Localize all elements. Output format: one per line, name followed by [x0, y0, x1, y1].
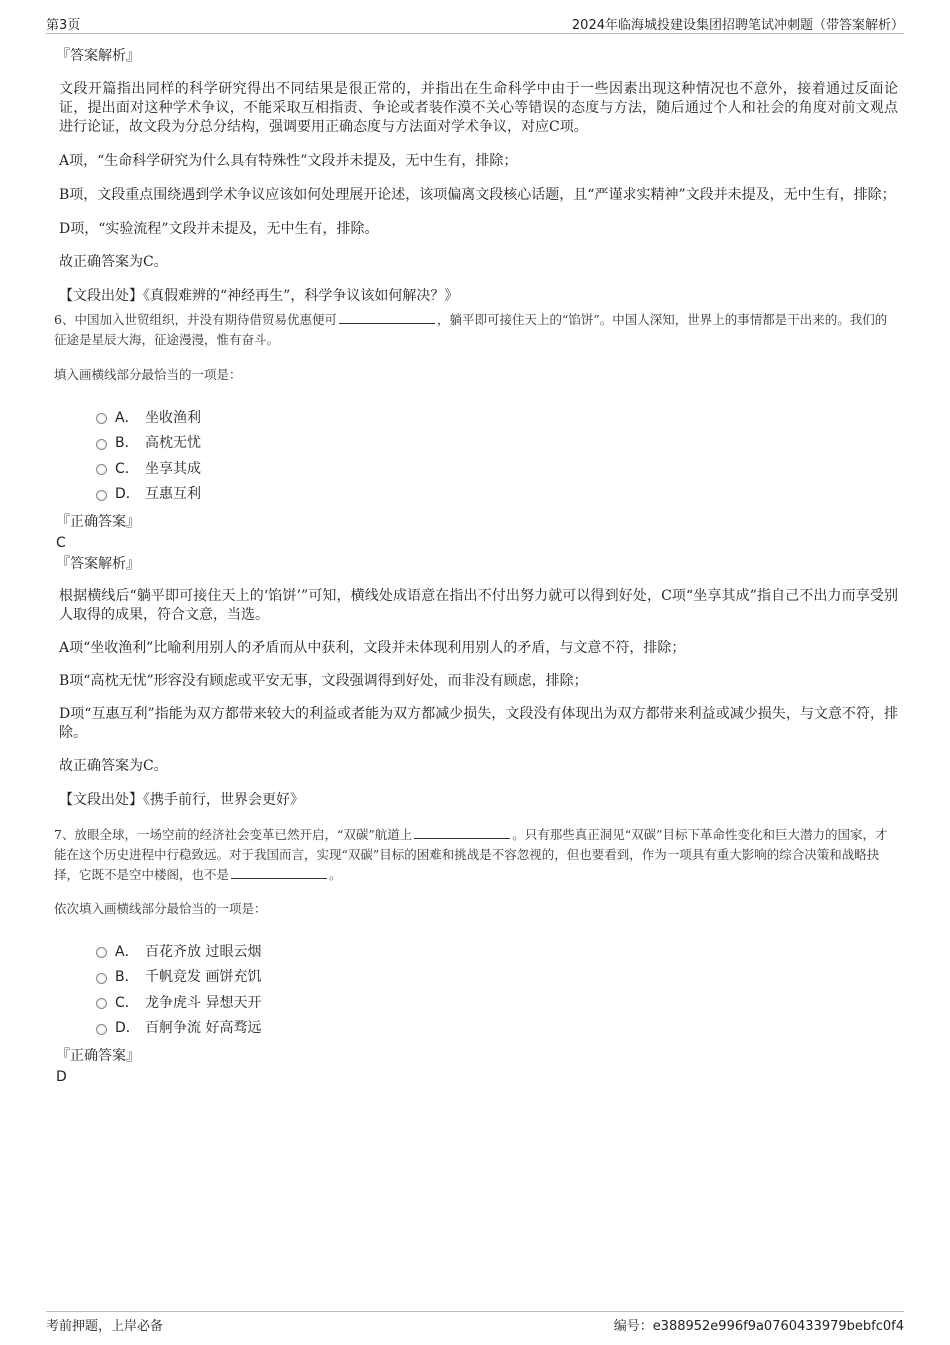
question-6-prompt: 填入画横线部分最恰当的一项是： [54, 367, 242, 382]
question-7-text: 7、放眼全球，一场空前的经济社会变革已然开启，“双碳”航道上 。只有那些真正洞见“双碳”目标下革命性变化和巨大潜力的国家，才能在这个历史进程中行稳致远。对于我国而言，实现“双碳”目标的困难和挑战是不容忽视的，但也要看到，作为一项具有重大影响的综合决策和战略抉择，它既不是空中楼阁，也不是 。 [54, 827, 888, 882]
radio-icon[interactable] [96, 998, 107, 1009]
page-number: 第3页 [46, 18, 81, 33]
correct-answer: C [56, 535, 66, 551]
analysis-label: 『答案解析』 [56, 48, 140, 64]
correct-answer-label: 『正确答案』 [56, 1048, 140, 1064]
radio-icon[interactable] [96, 490, 107, 501]
radio-icon[interactable] [96, 439, 107, 450]
option-b[interactable]: B． 千帆竞发 画饼充饥 [96, 964, 898, 990]
document-id: 编号：e388952e996f9a0760433979bebfc0f4 [613, 1319, 904, 1334]
analysis-label: 『答案解析』 [56, 556, 140, 572]
radio-icon[interactable] [96, 947, 107, 958]
source-citation: 【文段出处】《携手前行，世界会更好》 [59, 792, 304, 808]
option-c[interactable]: C． 坐享其成 [96, 455, 898, 481]
analysis-paragraph: D项“互惠互利”指能为双方都带来较大的利益或者能为双方都减少损失，文段没有体现出为双方都带来利益或减少损失，与文意不符，排除。 [59, 706, 898, 741]
fill-blank [414, 827, 510, 839]
analysis-paragraph: A项，“生命科学研究为什么具有特殊性”文段并未提及，无中生有，排除； [59, 153, 518, 169]
analysis-paragraph: 根据横线后“躺平即可接住天上的‘馅饼’”可知，横线处成语意在指出不付出努力就可以得到好处，C项“坐享其成”指自己不出力而享受别人取得的成果，符合文意，当选。 [59, 588, 898, 623]
radio-icon[interactable] [96, 973, 107, 984]
analysis-paragraph: B项，文段重点围绕遇到学术争议应该如何处理展开论述，该项偏离文段核心话题，且“严谨求实精神”文段并未提及，无中生有，排除； [59, 187, 896, 203]
document-title: 2024年临海城投建设集团招聘笔试冲刺题（带答案解析） [571, 18, 904, 33]
analysis-paragraph: 故正确答案为C。 [59, 254, 168, 270]
option-d[interactable]: D． 百舸争流 好高骛远 [96, 1015, 898, 1041]
page-footer [46, 1311, 904, 1333]
footer-slogan: 考前押题，上岸必备 [46, 1319, 164, 1334]
question-6-text: 6、中国加入世贸组织，并没有期待借贸易优惠便可 ，躺平即可接住天上的“馅饼”。中国人深知，世界上的事情都是干出来的。我们的征途是星辰大海，征途漫漫，惟有奋斗。 [54, 312, 888, 347]
analysis-paragraph: A项“坐收渔利”比喻利用别人的矛盾而从中获利，文段并未体现利用别人的矛盾，与文意不符，排除； [59, 640, 686, 656]
analysis-paragraph: 文段开篇指出同样的科学研究得出不同结果是很正常的，并指出在生命科学中由于一些因素出现这种情况也不意外，接着通过反面论证，提出面对这种学术争议，不能采取互相指责、争论或者装作漠不关心等错误的态度与方法，随后通过个人和社会的角度对前文观点进行论证，故文段为分总分结构，强调要用正确态度与方法面对学术争议，对应C项。 [59, 81, 898, 135]
option-b[interactable]: B． 高枕无忧 [96, 430, 898, 456]
radio-icon[interactable] [96, 1024, 107, 1035]
correct-answer-label: 『正确答案』 [56, 514, 140, 530]
analysis-paragraph: 故正确答案为C。 [59, 758, 168, 774]
page-header [46, 14, 904, 34]
radio-icon[interactable] [96, 464, 107, 475]
option-a[interactable]: A． 百花齐放 过眼云烟 [96, 938, 898, 964]
option-d[interactable]: D． 互惠互利 [96, 481, 898, 507]
question-7-prompt: 依次填入画横线部分最恰当的一项是： [54, 901, 267, 916]
source-citation: 【文段出处】《真假难辨的“神经再生”，科学争议该如何解决？》 [59, 288, 459, 304]
option-a[interactable]: A． 坐收渔利 [96, 404, 898, 430]
question-6-options [96, 404, 898, 506]
question-7-options [96, 938, 898, 1040]
analysis-paragraph: D项，“实验流程”文段并未提及，无中生有，排除。 [59, 221, 379, 237]
analysis-paragraph: B项“高枕无忧”形容没有顾虑或平安无事，文段强调得到好处，而非没有顾虑，排除； [59, 673, 588, 689]
radio-icon[interactable] [96, 413, 107, 424]
option-c[interactable]: C． 龙争虎斗 异想天开 [96, 989, 898, 1015]
correct-answer: D [56, 1069, 67, 1085]
fill-blank [231, 867, 327, 879]
fill-blank [339, 312, 435, 324]
page-content [56, 46, 898, 1086]
